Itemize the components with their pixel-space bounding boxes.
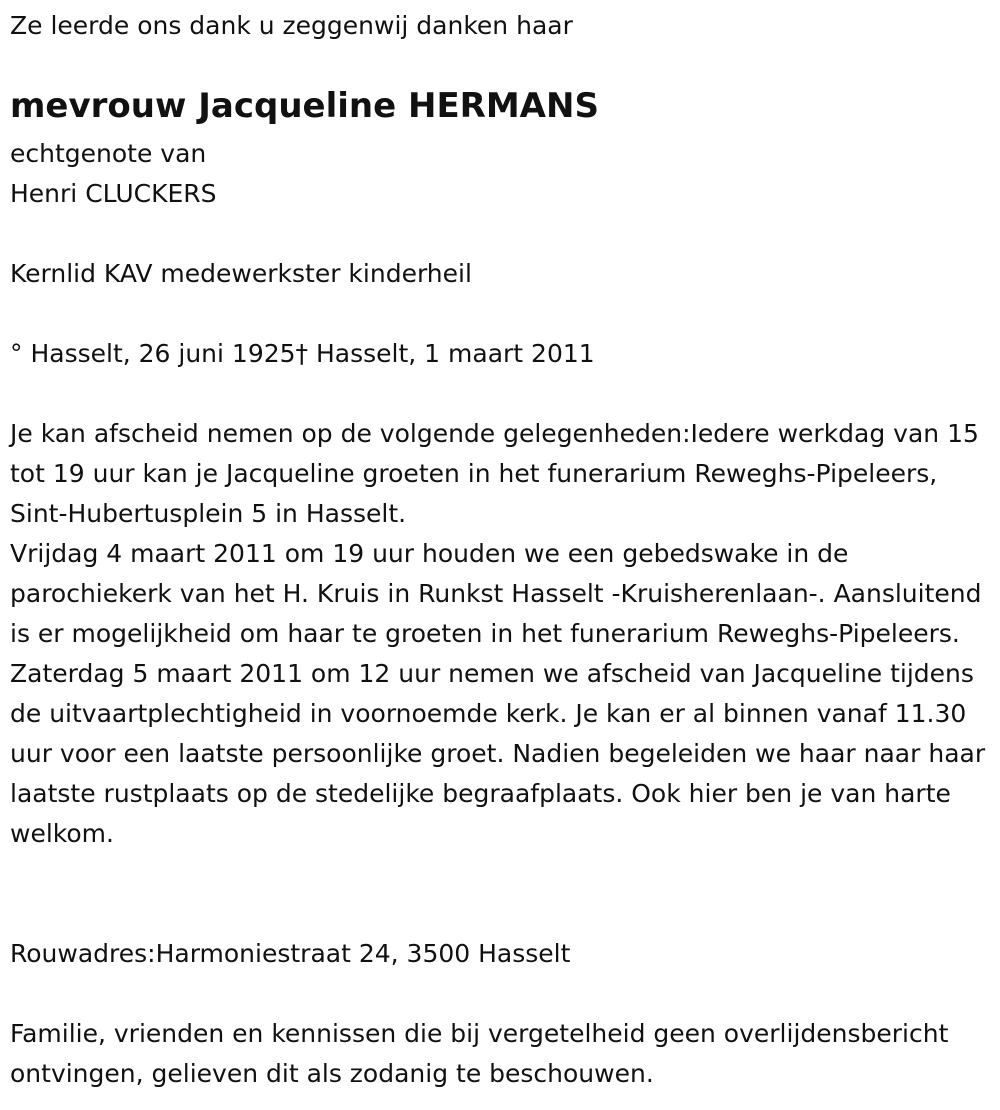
deceased-name: mevrouw Jacqueline HERMANS [10,86,599,126]
funeral-paragraph: Zaterdag 5 maart 2011 om 12 uur nemen we afscheid van Jacqueline tijdens de uitvaartplechtigheid in voornoemde kerk. Je kan er al binnen vanaf 11.30 uur voor een laatste persoonlijke groet. Nadien begeleiden we haar naar haar laatste rustplaats op de stedelijke begraafplaats. Ook hier ben je van harte welkom. [10,659,986,848]
mourning-address: Rouwadres:Harmoniestraat 24, 3500 Hasselt [10,939,571,968]
farewell-details [10,414,995,854]
intro-text: Ze leerde ons dank u zeggenwij danken haar [10,11,573,40]
relation-label: echtgenote van [10,139,207,168]
visiting-paragraph: Je kan afscheid nemen op de volgende gelegenheden:Iedere werkdag van 15 tot 19 uur kan je Jacqueline groeten in het funerarium Reweghs-Pipeleers, Sint-Hubertusplein 5 in Hasselt. [10,419,979,528]
vigil-paragraph: Vrijdag 4 maart 2011 om 19 uur houden we een gebedswake in de parochiekerk van het H. Kruis in Runkst Hasselt -Kruisherenlaan-. Aansluitend is er mogelijkheid om haar te groeten in het funerarium Reweghs-Pipeleers. [10,539,982,648]
role-description: Kernlid KAV medewerkster kinderheil [10,259,472,288]
closing-note: Familie, vrienden en kennissen die bij vergetelheid geen overlijdensbericht ontvingen, gelieven dit als zodanig te beschouwen. [10,1019,949,1088]
spouse-name: Henri CLUCKERS [10,179,217,208]
birth-death-dates: ° Hasselt, 26 juni 1925† Hasselt, 1 maart 2011 [10,339,595,368]
